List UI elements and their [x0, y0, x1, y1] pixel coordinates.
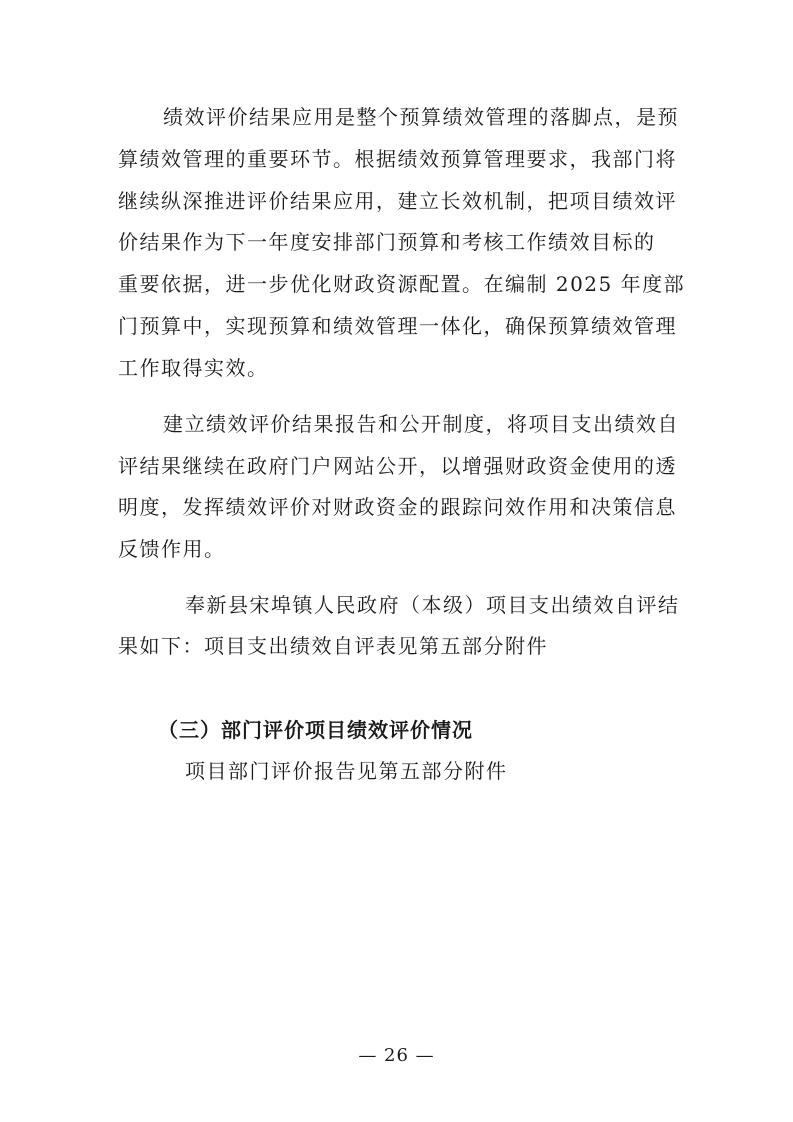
paragraph-2-line-2: 评结果继续在政府门户网站公开，以增强财政资金使用的透 [118, 454, 677, 478]
paragraph-1-line-4: 价结果作为下一年度安排部门预算和考核工作绩效目标的 [118, 230, 656, 254]
paragraph-2-line-1: 建立绩效评价结果报告和公开制度，将项目支出绩效自 [163, 412, 679, 436]
section-3-heading: （三）部门评价项目绩效评价情况 [158, 718, 473, 742]
page-number: — 26 — [358, 1045, 435, 1066]
paragraph-2-line-3: 明度，发挥绩效评价对财政资金的跟踪问效作用和决策信息 [118, 495, 677, 519]
paragraph-1-line-5: 重要依据，进一步优化财政资源配置。在编制 2025 年度部 [118, 272, 686, 296]
paragraph-3-line-1: 奉新县宋埠镇人民政府（本级）项目支出绩效自评结 [185, 593, 680, 617]
paragraph-1-line-7: 工作取得实效。 [118, 356, 269, 380]
paragraph-3-line-2: 果如下：项目支出绩效自评表见第五部分附件 [118, 634, 548, 658]
paragraph-1-line-6: 门预算中，实现预算和绩效管理一体化，确保预算绩效管理 [118, 314, 677, 338]
paragraph-1-line-1: 绩效评价结果应用是整个预算绩效管理的落脚点，是预 [163, 105, 679, 129]
paragraph-1-line-2: 算绩效管理的重要环节。根据绩效预算管理要求，我部门将 [118, 147, 677, 171]
section-3-body: 项目部门评价报告见第五部分附件 [185, 759, 508, 783]
paragraph-2-line-4: 反馈作用。 [118, 537, 226, 561]
paragraph-1-line-3: 继续纵深推进评价结果应用，建立长效机制，把项目绩效评 [118, 189, 677, 213]
